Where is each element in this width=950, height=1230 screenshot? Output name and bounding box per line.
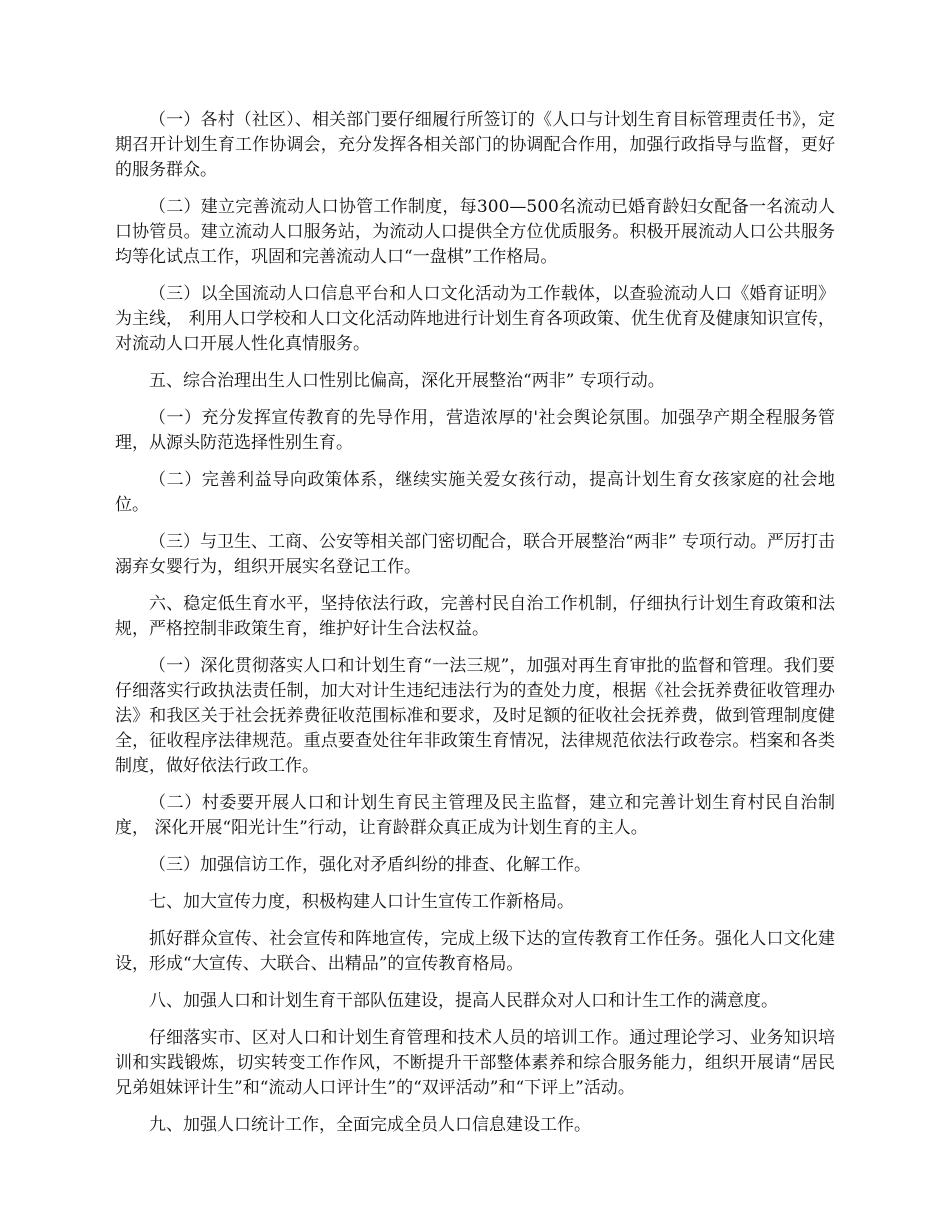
section-heading-7: 七、加大宣传力度，积极构建人口计生宣传工作新格局。 (149, 892, 574, 912)
section-heading-6: 六、稳定低生育水平，坚持依法行政，完善村民自治工作机制，仔细执行计划生育政策和法规，严格控制非政策生育，维护好计生合法权益。 (115, 594, 835, 639)
paragraph-5-1: （一）充分发挥宣传教育的先导作用，营造浓厚的'社会舆论氛围。加强孕产期全程服务管理，从源头防范选择性别生育。 (115, 408, 835, 453)
paragraph-2: （二）建立完善流动人口协管工作制度，每300—500名流动已婚育龄妇女配备一名流动人口协管员。建立流动人口服务站，为流动人口提供全方位优质服务。积极开展流动人口公共服务均等化试点工作，巩固和完善流动人口“一盘棋”工作格局。 (115, 197, 835, 267)
paragraph-6-2: （二）村委要开展人口和计划生育民主管理及民主监督，建立和完善计划生育村民自治制度， 深化开展“阳光计生”行动，让育龄群众真正成为计划生育的主人。 (115, 793, 835, 838)
paragraph-5-3: （三）与卫生、工商、公安等相关部门密切配合，联合开展整治“两非” 专项行动。严厉打击溺弃女婴行为，组织开展实名登记工作。 (115, 532, 835, 577)
paragraph-3: （三）以全国流动人口信息平台和人口文化活动为工作载体，以查验流动人口《婚育证明》为主线， 利用人口学校和人口文化活动阵地进行计划生育各项政策、优生优育及健康知识宣传，对流动人口开展人性化真情服务。 (115, 284, 835, 354)
section-heading-8: 八、加强人口和计划生育干部队伍建设，提高人民群众对人口和计生工作的满意度。 (149, 991, 778, 1011)
paragraph-7-body: 抓好群众宣传、社会宣传和阵地宣传，完成上级下达的宣传教育工作任务。强化人口文化建设，形成“大宣传、大联合、出精品”的宣传教育格局。 (115, 929, 835, 974)
paragraph-1: （一）各村（社区）、相关部门要仔细履行所签订的《人口与计划生育目标管理责任书》，定期召开计划生育工作协调会，充分发挥各相关部门的协调配合作用，加强行政指导与监督，更好的服务群众。 (115, 110, 835, 180)
paragraph-5-2: （二）完善利益导向政策体系，继续实施关爱女孩行动，提高计划生育女孩家庭的社会地位。 (115, 470, 835, 515)
paragraph-6-3: （三）加强信访工作，强化对矛盾纠纷的排查、化解工作。 (149, 855, 591, 875)
paragraph-8-body: 仔细落实市、区对人口和计划生育管理和技术人员的培训工作。通过理论学习、业务知识培训和实践锻炼，切实转变工作作风，不断提升干部整体素养和综合服务能力，组织开展请“居民兄弟姐妹评计生”和“流动人口评计生”的“双评活动”和“下评上”活动。 (115, 1028, 835, 1098)
section-heading-5: 五、综合治理出生人口性别比偏高，深化开展整治“两非” 专项行动。 (149, 371, 665, 391)
paragraph-6-1: （一）深化贯彻落实人口和计划生育“一法三规”，加强对再生育审批的监督和管理。我们要仔细落实行政执法责任制，加大对计生违纪违法行为的查处力度，根据《社会抚养费征收管理办法》和我区关于社会抚养费征收范围标准和要求，及时足额的征收社会抚养费，做到管理制度健全，征收程序法律规范。重点要查处往年非政策生育情况，法律规范依法行政卷宗。档案和各类制度，做好依法行政工作。 (115, 656, 835, 776)
section-heading-9: 九、加强人口统计工作，全面完成全员人口信息建设工作。 (149, 1115, 591, 1135)
document-body (115, 108, 835, 1150)
